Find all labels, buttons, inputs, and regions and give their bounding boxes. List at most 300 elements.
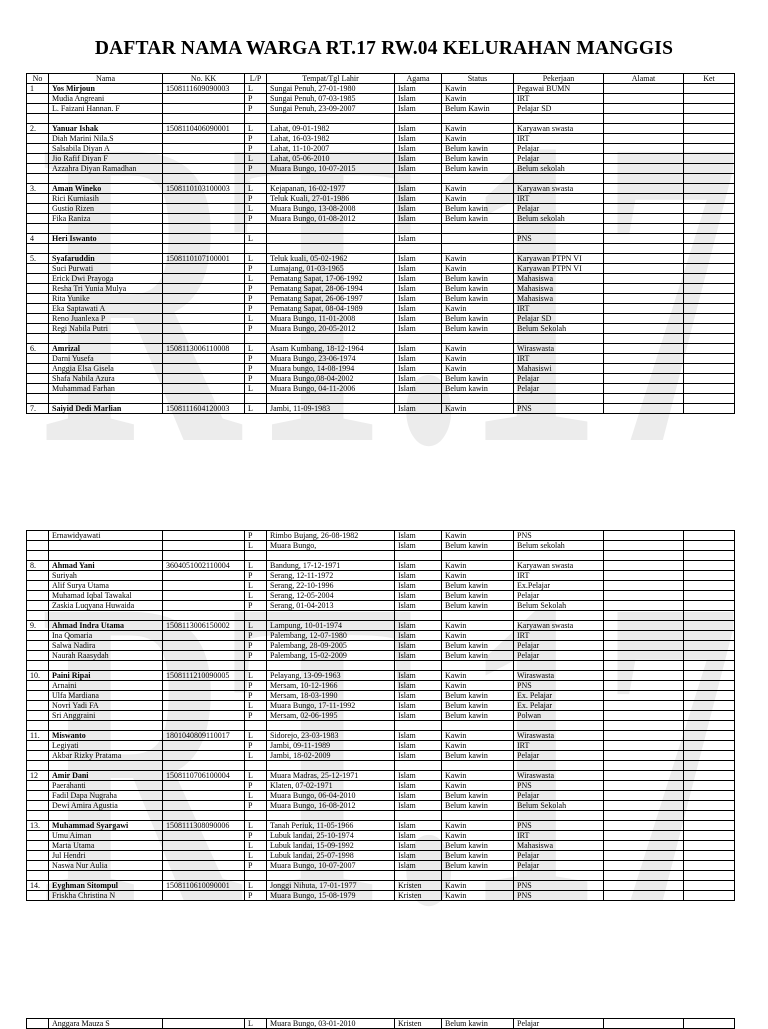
table-row — [27, 791, 735, 801]
cell-pekerjaan: IRT — [514, 831, 604, 841]
cell-status: Kawin — [442, 621, 514, 631]
cell-alamat — [604, 651, 684, 661]
header-no-kk: No. KK — [163, 74, 245, 84]
table-row — [27, 691, 735, 701]
cell-agama: Islam — [395, 264, 442, 274]
empty-cell — [245, 551, 267, 561]
cell-ket — [684, 134, 735, 144]
empty-cell — [442, 174, 514, 184]
cell-no-kk — [163, 691, 245, 701]
empty-cell — [395, 661, 442, 671]
empty-cell — [514, 661, 604, 671]
empty-cell — [267, 174, 395, 184]
cell-nama: Jul Hendri — [49, 851, 163, 861]
cell-no: 2. — [27, 124, 49, 134]
cell-nama: Reno Juanlexa P — [49, 314, 163, 324]
cell-tempat-tgl-lahir: Serang, 22-10-1996 — [267, 581, 395, 591]
cell-tempat-tgl-lahir: Muara Bungo, 16-08-2012 — [267, 801, 395, 811]
table-row — [27, 701, 735, 711]
empty-cell — [514, 551, 604, 561]
empty-cell — [604, 871, 684, 881]
cell-ket — [684, 284, 735, 294]
cell-status: Kawin — [442, 781, 514, 791]
cell-nama: Syafaruddin — [49, 254, 163, 264]
cell-ket — [684, 104, 735, 114]
cell-tempat-tgl-lahir: Sungai Penuh, 23-09-2007 — [267, 104, 395, 114]
cell-lp: L — [245, 344, 267, 354]
cell-status: Kawin — [442, 891, 514, 901]
cell-tempat-tgl-lahir: Lahat, 05-06-2010 — [267, 154, 395, 164]
cell-agama: Islam — [395, 214, 442, 224]
cell-status: Belum kawin — [442, 154, 514, 164]
cell-status: Belum kawin — [442, 861, 514, 871]
cell-agama: Islam — [395, 581, 442, 591]
cell-lp: P — [245, 831, 267, 841]
cell-lp: L — [245, 384, 267, 394]
cell-ket — [684, 314, 735, 324]
header-ket: Ket — [684, 74, 735, 84]
empty-cell — [514, 334, 604, 344]
cell-lp: P — [245, 284, 267, 294]
cell-alamat — [604, 711, 684, 721]
cell-no-kk — [163, 154, 245, 164]
cell-tempat-tgl-lahir: Palembang, 28-09-2005 — [267, 641, 395, 651]
cell-tempat-tgl-lahir: Pematang Sapat, 17-06-1992 — [267, 274, 395, 284]
cell-pekerjaan: Pelajar — [514, 154, 604, 164]
cell-no-kk — [163, 204, 245, 214]
empty-cell — [245, 761, 267, 771]
cell-ket — [684, 561, 735, 571]
empty-cell — [684, 871, 735, 881]
empty-cell — [604, 551, 684, 561]
empty-cell — [442, 811, 514, 821]
cell-tempat-tgl-lahir: Muara Bungo, 23-06-1974 — [267, 354, 395, 364]
cell-no — [27, 851, 49, 861]
residents-table-page2 — [26, 530, 735, 901]
cell-nama: Paerahanti — [49, 781, 163, 791]
cell-lp: P — [245, 194, 267, 204]
empty-cell — [442, 551, 514, 561]
cell-ket — [684, 531, 735, 541]
table-row — [27, 751, 735, 761]
cell-ket — [684, 651, 735, 661]
cell-pekerjaan: Ex. Pelajar — [514, 691, 604, 701]
table-row — [27, 881, 735, 891]
cell-tempat-tgl-lahir: Serang, 12-05-2004 — [267, 591, 395, 601]
watermark-text-page2: RT.17 — [40, 509, 740, 996]
cell-no-kk — [163, 274, 245, 284]
cell-lp: P — [245, 164, 267, 174]
cell-status: Kawin — [442, 194, 514, 204]
cell-pekerjaan: PNS — [514, 681, 604, 691]
cell-nama: Mudia Angreani — [49, 94, 163, 104]
empty-cell — [395, 871, 442, 881]
cell-pekerjaan: Pelajar — [514, 1019, 604, 1029]
cell-lp: P — [245, 324, 267, 334]
cell-no — [27, 801, 49, 811]
cell-nama: Azzahra Diyan Ramadhan — [49, 164, 163, 174]
table-row — [27, 294, 735, 304]
cell-alamat — [604, 254, 684, 264]
cell-status: Belum kawin — [442, 751, 514, 761]
cell-no — [27, 94, 49, 104]
cell-ket — [684, 851, 735, 861]
cell-nama: Regi Nabila Putri — [49, 324, 163, 334]
cell-alamat — [604, 571, 684, 581]
cell-agama: Islam — [395, 841, 442, 851]
cell-lp: L — [245, 541, 267, 551]
table-row — [27, 571, 735, 581]
cell-no-kk — [163, 701, 245, 711]
empty-cell — [684, 224, 735, 234]
empty-cell — [514, 811, 604, 821]
header-lp: L/P — [245, 74, 267, 84]
cell-agama: Islam — [395, 681, 442, 691]
empty-cell — [49, 811, 163, 821]
cell-ket — [684, 204, 735, 214]
empty-cell — [267, 721, 395, 731]
cell-pekerjaan: Pelajar — [514, 204, 604, 214]
header-alamat: Alamat — [604, 74, 684, 84]
cell-lp: L — [245, 84, 267, 94]
cell-lp: L — [245, 731, 267, 741]
empty-cell — [27, 334, 49, 344]
cell-alamat — [604, 134, 684, 144]
cell-ket — [684, 404, 735, 414]
empty-cell — [604, 611, 684, 621]
cell-ket — [684, 184, 735, 194]
empty-cell — [442, 334, 514, 344]
cell-pekerjaan: Karyawan swasta — [514, 184, 604, 194]
cell-no — [27, 354, 49, 364]
cell-status: Belum kawin — [442, 791, 514, 801]
blank-row — [27, 394, 735, 404]
cell-no-kk: 1508111609090003 — [163, 84, 245, 94]
cell-ket — [684, 601, 735, 611]
empty-cell — [245, 661, 267, 671]
cell-no-kk — [163, 134, 245, 144]
cell-nama: Shafa Nabila Azura — [49, 374, 163, 384]
table-row — [27, 374, 735, 384]
cell-no: 13. — [27, 821, 49, 831]
cell-lp: L — [245, 274, 267, 284]
table-row — [27, 681, 735, 691]
cell-agama: Islam — [395, 711, 442, 721]
blank-row — [27, 661, 735, 671]
cell-nama — [49, 541, 163, 551]
cell-pekerjaan: Belum sekolah — [514, 541, 604, 551]
cell-no-kk: 1508111604120003 — [163, 404, 245, 414]
table-body-page2 — [27, 531, 735, 901]
cell-alamat — [604, 681, 684, 691]
table-row — [27, 204, 735, 214]
cell-pekerjaan: IRT — [514, 741, 604, 751]
cell-ket — [684, 154, 735, 164]
cell-nama: Zaskia Luqyana Huwaida — [49, 601, 163, 611]
cell-agama: Islam — [395, 561, 442, 571]
cell-ket — [684, 571, 735, 581]
cell-lp: P — [245, 741, 267, 751]
table-row — [27, 144, 735, 154]
cell-pekerjaan: Karyawan swasta — [514, 124, 604, 134]
empty-cell — [49, 871, 163, 881]
table-row — [27, 344, 735, 354]
cell-alamat — [604, 851, 684, 861]
cell-no — [27, 134, 49, 144]
cell-agama: Islam — [395, 731, 442, 741]
cell-alamat — [604, 701, 684, 711]
cell-no-kk — [163, 851, 245, 861]
cell-pekerjaan: Karyawan swasta — [514, 561, 604, 571]
blank-row — [27, 871, 735, 881]
cell-no-kk — [163, 781, 245, 791]
cell-no-kk — [163, 891, 245, 901]
cell-no-kk: 1508110706100004 — [163, 771, 245, 781]
cell-alamat — [604, 94, 684, 104]
cell-nama: Resha Tri Yunia Mulya — [49, 284, 163, 294]
empty-cell — [684, 721, 735, 731]
cell-nama: Darni Yusefa — [49, 354, 163, 364]
cell-nama: Friskha Christina N — [49, 891, 163, 901]
cell-ket — [684, 194, 735, 204]
empty-cell — [442, 871, 514, 881]
cell-no-kk — [163, 571, 245, 581]
cell-agama: Islam — [395, 671, 442, 681]
empty-cell — [27, 811, 49, 821]
cell-agama: Islam — [395, 404, 442, 414]
cell-pekerjaan: Pelajar SD — [514, 314, 604, 324]
cell-status: Kawin — [442, 364, 514, 374]
cell-nama: Ernawidyawati — [49, 531, 163, 541]
cell-no — [27, 831, 49, 841]
cell-lp: P — [245, 641, 267, 651]
cell-no-kk: 1508110406090001 — [163, 124, 245, 134]
cell-status: Kawin — [442, 561, 514, 571]
cell-pekerjaan: Belum sekolah — [514, 214, 604, 224]
cell-agama: Islam — [395, 821, 442, 831]
cell-agama: Islam — [395, 791, 442, 801]
table-row — [27, 671, 735, 681]
table-row — [27, 254, 735, 264]
cell-no-kk: 1508111210090005 — [163, 671, 245, 681]
empty-cell — [604, 334, 684, 344]
cell-status: Kawin — [442, 681, 514, 691]
cell-no — [27, 154, 49, 164]
cell-nama: Erick Dwi Prayoga — [49, 274, 163, 284]
cell-no — [27, 861, 49, 871]
cell-alamat — [604, 781, 684, 791]
cell-no-kk — [163, 651, 245, 661]
empty-cell — [27, 114, 49, 124]
cell-alamat — [604, 641, 684, 651]
cell-nama: Ina Qomaria — [49, 631, 163, 641]
cell-no — [27, 641, 49, 651]
cell-nama: Umu Aiman — [49, 831, 163, 841]
cell-tempat-tgl-lahir: Klaten, 07-02-1971 — [267, 781, 395, 791]
cell-tempat-tgl-lahir: Jambi, 11-09-1983 — [267, 404, 395, 414]
cell-status: Belum kawin — [442, 591, 514, 601]
cell-no: 11. — [27, 731, 49, 741]
cell-ket — [684, 831, 735, 841]
cell-agama: Islam — [395, 364, 442, 374]
cell-no — [27, 324, 49, 334]
cell-ket — [684, 214, 735, 224]
cell-nama: Amir Dani — [49, 771, 163, 781]
cell-tempat-tgl-lahir: Muara Bungo, 20-05-2012 — [267, 324, 395, 334]
residents-table-page1 — [26, 73, 735, 414]
cell-pekerjaan: PNS — [514, 404, 604, 414]
cell-tempat-tgl-lahir: Asam Kumbang, 18-12-1964 — [267, 344, 395, 354]
cell-agama: Islam — [395, 254, 442, 264]
cell-lp: L — [245, 841, 267, 851]
cell-agama: Islam — [395, 144, 442, 154]
table-row — [27, 284, 735, 294]
cell-nama: Ahmad Indra Utama — [49, 621, 163, 631]
empty-cell — [163, 611, 245, 621]
header-pekerjaan: Pekerjaan — [514, 74, 604, 84]
table-row — [27, 851, 735, 861]
cell-nama: Akbar Rizky Pratama — [49, 751, 163, 761]
empty-cell — [395, 394, 442, 404]
cell-agama: Islam — [395, 234, 442, 244]
empty-cell — [245, 871, 267, 881]
cell-nama: Yos Mirjoun — [49, 84, 163, 94]
cell-tempat-tgl-lahir: Sungai Penuh, 27-01-1980 — [267, 84, 395, 94]
cell-no-kk — [163, 861, 245, 871]
cell-status — [442, 234, 514, 244]
cell-status: Belum kawin — [442, 841, 514, 851]
header-tempat-tgl-lahir: Tempat/Tgl Lahir — [267, 74, 395, 84]
cell-status: Belum kawin — [442, 204, 514, 214]
cell-tempat-tgl-lahir: Muara Bungo, 11-01-2008 — [267, 314, 395, 324]
cell-tempat-tgl-lahir: Mersam, 18-03-1990 — [267, 691, 395, 701]
cell-lp: P — [245, 294, 267, 304]
cell-ket — [684, 671, 735, 681]
empty-cell — [514, 611, 604, 621]
empty-cell — [163, 114, 245, 124]
empty-cell — [163, 761, 245, 771]
cell-tempat-tgl-lahir: Muara Bungo, 01-08-2012 — [267, 214, 395, 224]
empty-cell — [684, 394, 735, 404]
cell-tempat-tgl-lahir: Lumajang, 01-03-1965 — [267, 264, 395, 274]
table-row — [27, 234, 735, 244]
cell-tempat-tgl-lahir: Lampung, 10-01-1974 — [267, 621, 395, 631]
cell-ket — [684, 384, 735, 394]
cell-no-kk — [163, 304, 245, 314]
cell-alamat — [604, 274, 684, 284]
cell-no-kk — [163, 214, 245, 224]
cell-no-kk: 1508111308090006 — [163, 821, 245, 831]
cell-nama: Yanuar Ishak — [49, 124, 163, 134]
cell-no-kk — [163, 354, 245, 364]
empty-cell — [604, 114, 684, 124]
empty-cell — [163, 334, 245, 344]
cell-status: Belum kawin — [442, 651, 514, 661]
cell-no-kk — [163, 531, 245, 541]
table-row — [27, 581, 735, 591]
cell-no — [27, 591, 49, 601]
cell-ket — [684, 324, 735, 334]
cell-lp: L — [245, 404, 267, 414]
blank-row — [27, 761, 735, 771]
cell-alamat — [604, 861, 684, 871]
cell-tempat-tgl-lahir: Pelayang, 13-09-1963 — [267, 671, 395, 681]
cell-no-kk — [163, 294, 245, 304]
cell-lp: P — [245, 861, 267, 871]
empty-cell — [395, 244, 442, 254]
table-row — [27, 384, 735, 394]
cell-agama: Islam — [395, 831, 442, 841]
cell-pekerjaan: Belum Sekolah — [514, 801, 604, 811]
cell-lp: L — [245, 851, 267, 861]
cell-lp: L — [245, 154, 267, 164]
blank-row — [27, 611, 735, 621]
cell-ket — [684, 641, 735, 651]
cell-pekerjaan: Mahasiswi — [514, 364, 604, 374]
cell-agama: Islam — [395, 851, 442, 861]
table-row — [27, 631, 735, 641]
cell-nama: Rici Kurniasih — [49, 194, 163, 204]
cell-nama: Suriyah — [49, 571, 163, 581]
cell-status: Belum kawin — [442, 801, 514, 811]
cell-lp: P — [245, 134, 267, 144]
cell-no: 6. — [27, 344, 49, 354]
empty-cell — [267, 394, 395, 404]
cell-pekerjaan: Mahasiswa — [514, 274, 604, 284]
cell-no: 9. — [27, 621, 49, 631]
cell-pekerjaan: Pelajar — [514, 751, 604, 761]
header-agama: Agama — [395, 74, 442, 84]
cell-ket — [684, 364, 735, 374]
cell-agama: Islam — [395, 204, 442, 214]
empty-cell — [163, 811, 245, 821]
cell-nama: Jio Rafif Diyan F — [49, 154, 163, 164]
cell-status: Belum kawin — [442, 851, 514, 861]
cell-pekerjaan: Pelajar — [514, 591, 604, 601]
cell-agama: Islam — [395, 84, 442, 94]
cell-pekerjaan: Wiraswasta — [514, 771, 604, 781]
cell-pekerjaan: Pelajar — [514, 641, 604, 651]
table-row — [27, 124, 735, 134]
empty-cell — [163, 244, 245, 254]
empty-cell — [245, 114, 267, 124]
cell-ket — [684, 591, 735, 601]
cell-no — [27, 841, 49, 851]
cell-no — [27, 701, 49, 711]
cell-no — [27, 374, 49, 384]
table-row — [27, 354, 735, 364]
empty-cell — [395, 721, 442, 731]
cell-no — [27, 781, 49, 791]
empty-cell — [395, 551, 442, 561]
blank-row — [27, 114, 735, 124]
cell-alamat — [604, 284, 684, 294]
cell-alamat — [604, 801, 684, 811]
cell-status: Kawin — [442, 821, 514, 831]
cell-alamat — [604, 234, 684, 244]
cell-nama: Arnaini — [49, 681, 163, 691]
cell-ket — [684, 801, 735, 811]
cell-ket — [684, 711, 735, 721]
cell-no: 3. — [27, 184, 49, 194]
table-row — [27, 104, 735, 114]
cell-alamat — [604, 751, 684, 761]
empty-cell — [49, 611, 163, 621]
cell-no — [27, 601, 49, 611]
cell-no-kk — [163, 144, 245, 154]
cell-tempat-tgl-lahir: Pematang Sapat, 08-04-1989 — [267, 304, 395, 314]
cell-ket — [684, 741, 735, 751]
